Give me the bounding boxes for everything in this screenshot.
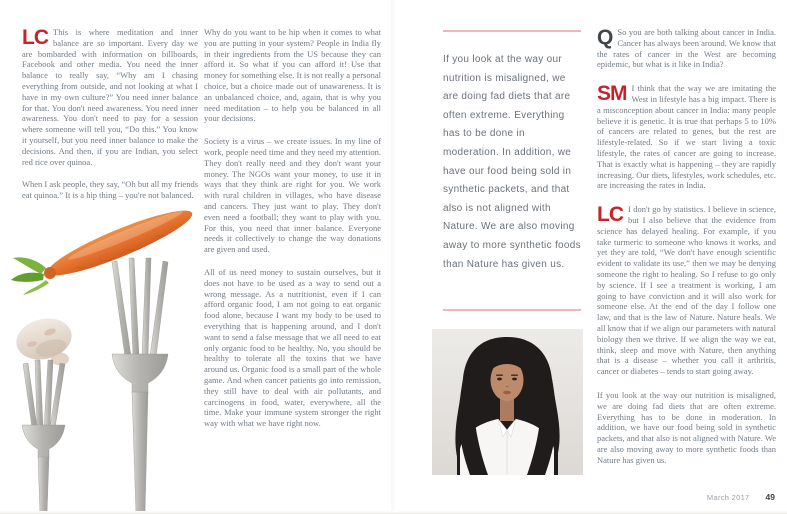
small-fork [22, 360, 65, 514]
left-column-1 [22, 27, 198, 201]
mushroom [12, 313, 76, 366]
carrot-fork-photo [0, 196, 398, 514]
issue-date: March 2017 [706, 493, 750, 502]
paragraph-text: I don't go by statistics. I believe in science, but I also believe that the evidence from science has delayed healing. For example, if you take turmeric to someone who knows it works, and yet they are told, “We don't have enough scientific evident to validate its use,” then we may be denying someone the right to healing. So I refuse to go only by science. If I see a treatment is working, I am going to have conviction and it will also work for someone else. At the end of the day I follow one law, and that is the law of Nature. Nature heals. We all know that if we align our parameters with natural biology then we thrive. If we align the way we eat, think, sleep and move with Nature, then anything that is a disease – whether you call it arthritis, cancer or diabetes – tends to start going away. [597, 204, 776, 377]
speaker-initials-sm: SM [597, 82, 627, 106]
speaker-initials-lc: LC [597, 203, 623, 227]
qa-block [597, 390, 776, 466]
carrot-greens [11, 257, 56, 295]
quote-rule-bottom [443, 309, 581, 311]
pull-quote [443, 30, 581, 311]
paragraph-text: I think that the way we are imitating the West in lifestyle has a big impact. There is a misconception about cancer in India: many people believe it is genetic. It is true that perhaps 5 to 10% of cancers are related to genes, but the rest are lifestyle-related. So if we start living a toxic lifestyle, the rates of cancer are going to increase. That is exactly what is happening – they are rapidly increasing. Our diets, lifestyles, work schedules, etc. are increasing the rates in India. [597, 83, 776, 191]
carrot [43, 201, 197, 286]
speaker-initials-lc: LC [22, 26, 48, 49]
page-number: 49 [765, 492, 775, 502]
paragraph [597, 204, 776, 377]
qa-block [597, 83, 776, 191]
large-fork [112, 258, 168, 514]
portrait-illustration [432, 329, 583, 475]
paragraph [597, 83, 776, 191]
portrait-photo [432, 329, 583, 475]
speaker-initial-q: Q [597, 26, 613, 49]
page-footer [707, 492, 775, 502]
paragraph: If you look at the way our nutrition is misaligned, we are doing fad diets that are often extreme. Everything has to be done in moderation. In addition, we have our food being sold in synthetic packets, and that also is not aligned with Nature. We are also moving away to more synthetic foods than Nature has given us. [597, 389, 776, 465]
qa-block [597, 204, 776, 377]
carrot-fork-illustration [0, 196, 398, 514]
qa-block [597, 27, 776, 70]
paragraph [597, 27, 776, 70]
paragraph-text: This is where meditation and inner balance are so important. Every day we are bombarded with information on billboards, Facebook and other media. You need the inner balance to really say, “Why am I chasing everything from outside, and not looking at what I have in my own culture?” You need inner balance for that. You don't need awareness. You need inner awareness. You don't need to pay for a session where someone will tell you, “Do this.” You know it yourself, but you need inner balance to make the decisions. And then, if you are Indian, you select red rice over quinoa. [22, 27, 198, 167]
center-fold [391, 0, 396, 514]
paragraph: Why do you want to be hip when it comes to what you are putting in your system? People in India fly in their ingredients from the US because they can afford it. So what if you can afford it! Use that money for something else. It is not really a personal choice, but a choice made out of unawareness. It is an unbalanced choice, and, again, that is why you need meditation – to help you be balanced in all your decisions. [204, 27, 381, 124]
paragraph: When I ask people, they say, “Oh but all my friends eat quinoa.” It is a hip thing – you're not balanced. [22, 179, 199, 201]
paragraph-text: So you are both talking about cancer in India. Cancer has always been around. We know that the rates of cancer in the West are becoming epidemic, but what is it like in India? [597, 27, 776, 70]
qa-column [597, 27, 776, 478]
pull-quote-text: If you look at the way our nutrition is misaligned, we are doing fad diets that are often extreme. Everything has to be done in moderation. In addition, we have our food being sold in synthetic packets, and that also is not aligned with Nature. We are also moving away to more synthetic foods than Nature has given us. [443, 54, 581, 270]
paragraph [22, 27, 198, 167]
paragraph: Society is a virus – we create issues. In my line of work, people need time and they need my attention. They don't really need and they don't want your money. The NGOs want your money, to use it in ways that they think are right for you. We work with rural children in villages, who have disease and cancers. They just want to play. They don't even need a football; they want to play with you. For this, you need that inner balance. Everyone needs it collectively to change the way donations are given and used. [204, 136, 381, 255]
paragraph: All of us need money to sustain ourselves, but it does not have to be used as a way to send out a wrong message. As a nutritionist, even if I can afford organic food, I am not going to eat organic food alone, because I want my body to be used to everything that is happening around, and I don't want to send a false message that we all need to eat only organic food to be healthy. No, you should be healthy to tolerate all the toxins that we have around us. Organic food is a small part of the whole game. And when cancer patients go into remission, they still have to deal with air pollutants, and carcinogens in food, water, everywhere, all the time. Make your immune system stronger the right way with what we have right now. [204, 266, 381, 429]
